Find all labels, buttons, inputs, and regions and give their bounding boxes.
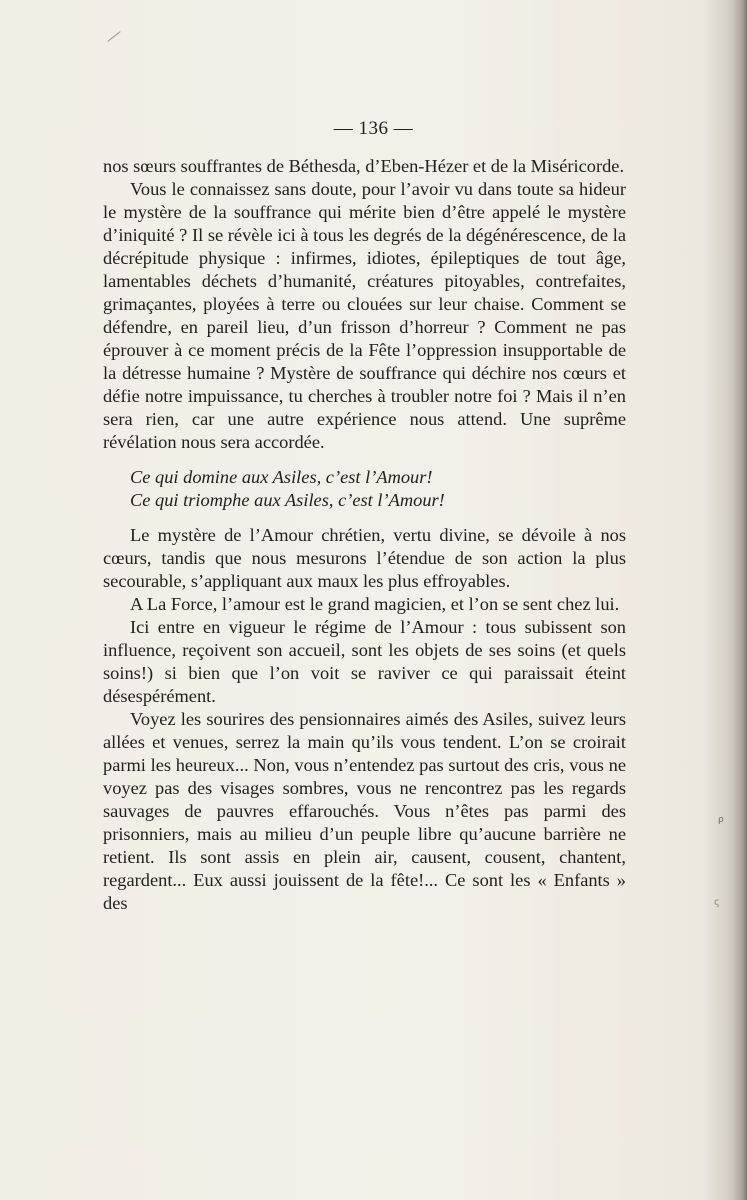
pencil-mark — [107, 31, 120, 42]
paragraph-1: nos sœurs souffrantes de Béthesda, d’Eben-Hézer et de la Miséricorde. — [103, 156, 625, 176]
page-number: — 136 — — [333, 118, 414, 139]
paragraph-5: Ici entre en vigueur le régime de l’Amour : tous subissent son influence, reçoivent son accueil, sont les objets de ses soins (et quels soins!) si bien que l’on voit se raviver ce qui paraissait éteint désespérément. — [103, 617, 626, 706]
margin-smudge: ρ — [718, 815, 724, 825]
paragraph-6: Voyez les sourires des pensionnaires aimés des Asiles, suivez leurs allées et venues, serrez la main qu’ils vous tendent. L’on se croirait parmi les heureux... Non, vous n’entendez pas surtout des cris, vous ne voyez pas des visages sombres, vous ne rencontrez pas les regards sauvages de pauvres effarouchés. Vous n’êtes pas parmi des prisonniers, mais au milieu d’un peuple libre qu’aucune barrière ne retient. Ils sont assis en plein air, causent, cousent, chantent, regardent... Eux aussi jouissent de la fête!... Ce sont les « Enfants » des — [103, 709, 626, 913]
paragraph-3: Le mystère de l’Amour chrétien, vertu divine, se dévoile à nos cœurs, tandis que nous mesurons l’étendue de son action la plus secourable, s’appliquant aux maux les plus effroyables. — [103, 525, 626, 591]
italic-refrain — [130, 466, 626, 512]
body-text — [103, 155, 626, 915]
refrain-line-1: Ce qui domine aux Asiles, c’est l’Amour! — [130, 467, 433, 487]
paragraph-4: A La Force, l’amour est le grand magicien, et l’on se sent chez lui. — [130, 594, 620, 614]
page-edge-shadow — [733, 0, 747, 1200]
refrain-line-2: Ce qui triomphe aux Asiles, c’est l’Amour! — [130, 490, 445, 510]
paragraph-2: Vous le connaissez sans doute, pour l’avoir vu dans toute sa hideur le mystère de la souffrance qui mérite bien d’être appelé le mystère d’iniquité ? Il se révèle ici à tous les degrés de la dégénérescence, de la décrépitude physique : infirmes, idiotes, épileptiques de tout âge, lamentables déchets d’humanité, créatures pitoyables, contrefaites, grimaçantes, ployées à terre ou clouées sur leur chaise. Comment se défendre, en pareil lieu, d’un frisson d’horreur ? Comment ne pas éprouver à ce moment précis de la Fête l’oppression insupportable de la détresse humaine ? Mystère de souffrance qui déchire nos cœurs et défie notre impuissance, tu cherches à troubler notre foi ? Mais il n’en sera rien, car une autre expérience nous attend. Une suprême révélation nous sera accordée. — [103, 179, 626, 452]
margin-smudge-2: ς — [714, 897, 720, 908]
